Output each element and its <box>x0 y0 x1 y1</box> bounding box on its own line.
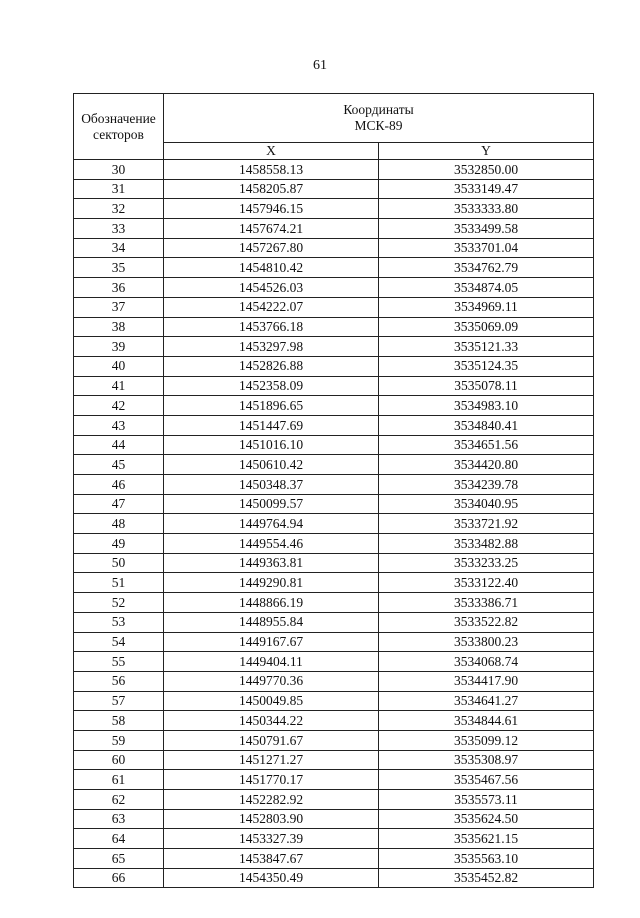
table-row <box>74 593 594 613</box>
sector-cell: 50 <box>74 553 164 573</box>
table-row <box>74 750 594 770</box>
table-row <box>74 435 594 455</box>
table-row <box>74 475 594 495</box>
x-cell: 1449290.81 <box>164 573 379 593</box>
y-cell: 3534874.05 <box>379 278 594 298</box>
table-row <box>74 160 594 180</box>
y-cell: 3535573.11 <box>379 790 594 810</box>
table-row <box>74 317 594 337</box>
sector-cell: 36 <box>74 278 164 298</box>
x-cell: 1457946.15 <box>164 199 379 219</box>
table-row <box>74 179 594 199</box>
table-row <box>74 849 594 869</box>
sector-cell: 43 <box>74 415 164 435</box>
table-body <box>74 160 594 888</box>
sector-cell: 51 <box>74 573 164 593</box>
x-cell: 1452282.92 <box>164 790 379 810</box>
sector-cell: 34 <box>74 238 164 258</box>
sector-cell: 54 <box>74 632 164 652</box>
sector-cell: 32 <box>74 199 164 219</box>
y-cell: 3535124.35 <box>379 356 594 376</box>
y-cell: 3534641.27 <box>379 691 594 711</box>
sector-cell: 52 <box>74 593 164 613</box>
sector-cell: 60 <box>74 750 164 770</box>
table-row <box>74 652 594 672</box>
table-row <box>74 238 594 258</box>
x-cell: 1453297.98 <box>164 337 379 357</box>
header-sector-line1: Обозначение <box>81 110 156 126</box>
table-row <box>74 376 594 396</box>
sector-cell: 64 <box>74 829 164 849</box>
sector-cell: 63 <box>74 809 164 829</box>
table-row <box>74 514 594 534</box>
table-row <box>74 691 594 711</box>
sector-cell: 65 <box>74 849 164 869</box>
table-row <box>74 396 594 416</box>
sector-cell: 66 <box>74 868 164 888</box>
table-row <box>74 790 594 810</box>
sector-cell: 48 <box>74 514 164 534</box>
table-row <box>74 356 594 376</box>
table-row <box>74 829 594 849</box>
sector-cell: 45 <box>74 455 164 475</box>
table-row <box>74 711 594 731</box>
x-cell: 1451770.17 <box>164 770 379 790</box>
y-cell: 3534969.11 <box>379 297 594 317</box>
y-cell: 3535452.82 <box>379 868 594 888</box>
sector-cell: 61 <box>74 770 164 790</box>
table-row <box>74 415 594 435</box>
y-cell: 3533721.92 <box>379 514 594 534</box>
header-sector-line2: секторов <box>93 126 144 142</box>
x-cell: 1457674.21 <box>164 219 379 239</box>
table-row <box>74 278 594 298</box>
y-cell: 3533122.40 <box>379 573 594 593</box>
y-cell: 3534417.90 <box>379 671 594 691</box>
header-coordinates <box>164 94 594 143</box>
x-cell: 1450099.57 <box>164 494 379 514</box>
sector-cell: 49 <box>74 534 164 554</box>
header-sector-designation <box>74 94 164 160</box>
header-y: Y <box>379 143 594 160</box>
y-cell: 3533701.04 <box>379 238 594 258</box>
x-cell: 1451016.10 <box>164 435 379 455</box>
sector-cell: 44 <box>74 435 164 455</box>
table-row <box>74 573 594 593</box>
x-cell: 1453847.67 <box>164 849 379 869</box>
sector-cell: 56 <box>74 671 164 691</box>
table-row <box>74 671 594 691</box>
sector-cell: 39 <box>74 337 164 357</box>
y-cell: 3534040.95 <box>379 494 594 514</box>
y-cell: 3535621.15 <box>379 829 594 849</box>
y-cell: 3533499.58 <box>379 219 594 239</box>
sector-cell: 42 <box>74 396 164 416</box>
table-row <box>74 632 594 652</box>
y-cell: 3535099.12 <box>379 730 594 750</box>
sector-cell: 31 <box>74 179 164 199</box>
y-cell: 3534983.10 <box>379 396 594 416</box>
header-coords-line1: Координаты <box>343 102 414 118</box>
y-cell: 3533149.47 <box>379 179 594 199</box>
y-cell: 3533482.88 <box>379 534 594 554</box>
table-row <box>74 297 594 317</box>
x-cell: 1450791.67 <box>164 730 379 750</box>
y-cell: 3535467.56 <box>379 770 594 790</box>
sector-cell: 40 <box>74 356 164 376</box>
table-row <box>74 730 594 750</box>
table-row <box>74 258 594 278</box>
table-row <box>74 770 594 790</box>
y-cell: 3534068.74 <box>379 652 594 672</box>
table-row <box>74 534 594 554</box>
y-cell: 3534762.79 <box>379 258 594 278</box>
sector-cell: 57 <box>74 691 164 711</box>
sector-cell: 30 <box>74 160 164 180</box>
y-cell: 3534840.41 <box>379 415 594 435</box>
sector-cell: 58 <box>74 711 164 731</box>
x-cell: 1454810.42 <box>164 258 379 278</box>
x-cell: 1450049.85 <box>164 691 379 711</box>
sector-cell: 62 <box>74 790 164 810</box>
x-cell: 1457267.80 <box>164 238 379 258</box>
sector-cell: 55 <box>74 652 164 672</box>
y-cell: 3533800.23 <box>379 632 594 652</box>
x-cell: 1458205.87 <box>164 179 379 199</box>
y-cell: 3535624.50 <box>379 809 594 829</box>
y-cell: 3533333.80 <box>379 199 594 219</box>
y-cell: 3534651.56 <box>379 435 594 455</box>
y-cell: 3534239.78 <box>379 475 594 495</box>
x-cell: 1450344.22 <box>164 711 379 731</box>
table-row <box>74 455 594 475</box>
sector-cell: 37 <box>74 297 164 317</box>
table-row <box>74 337 594 357</box>
x-cell: 1449770.36 <box>164 671 379 691</box>
y-cell: 3535078.11 <box>379 376 594 396</box>
coordinates-table <box>73 93 594 888</box>
x-cell: 1449554.46 <box>164 534 379 554</box>
x-cell: 1452358.09 <box>164 376 379 396</box>
x-cell: 1449404.11 <box>164 652 379 672</box>
y-cell: 3533522.82 <box>379 612 594 632</box>
y-cell: 3535069.09 <box>379 317 594 337</box>
header-coords-line2: МСК-89 <box>354 118 403 133</box>
x-cell: 1458558.13 <box>164 160 379 180</box>
sector-cell: 38 <box>74 317 164 337</box>
x-cell: 1454222.07 <box>164 297 379 317</box>
sector-cell: 53 <box>74 612 164 632</box>
sector-cell: 46 <box>74 475 164 495</box>
sector-cell: 33 <box>74 219 164 239</box>
page-number: 61 <box>313 58 327 73</box>
sector-cell: 47 <box>74 494 164 514</box>
sector-cell: 41 <box>74 376 164 396</box>
y-cell: 3532850.00 <box>379 160 594 180</box>
sector-cell: 59 <box>74 730 164 750</box>
sector-cell: 35 <box>74 258 164 278</box>
y-cell: 3533233.25 <box>379 553 594 573</box>
x-cell: 1451896.65 <box>164 396 379 416</box>
x-cell: 1449764.94 <box>164 514 379 534</box>
header-x: X <box>164 143 379 160</box>
x-cell: 1449167.67 <box>164 632 379 652</box>
y-cell: 3534420.80 <box>379 455 594 475</box>
x-cell: 1453327.39 <box>164 829 379 849</box>
table-row <box>74 868 594 888</box>
y-cell: 3533386.71 <box>379 593 594 613</box>
table-row <box>74 199 594 219</box>
x-cell: 1448955.84 <box>164 612 379 632</box>
x-cell: 1448866.19 <box>164 593 379 613</box>
y-cell: 3535308.97 <box>379 750 594 770</box>
x-cell: 1451447.69 <box>164 415 379 435</box>
y-cell: 3535563.10 <box>379 849 594 869</box>
table-row <box>74 612 594 632</box>
x-cell: 1453766.18 <box>164 317 379 337</box>
x-cell: 1451271.27 <box>164 750 379 770</box>
table-row <box>74 494 594 514</box>
table-row <box>74 219 594 239</box>
x-cell: 1454526.03 <box>164 278 379 298</box>
x-cell: 1452826.88 <box>164 356 379 376</box>
y-cell: 3534844.61 <box>379 711 594 731</box>
x-cell: 1454350.49 <box>164 868 379 888</box>
x-cell: 1450348.37 <box>164 475 379 495</box>
x-cell: 1449363.81 <box>164 553 379 573</box>
y-cell: 3535121.33 <box>379 337 594 357</box>
x-cell: 1450610.42 <box>164 455 379 475</box>
table-row <box>74 809 594 829</box>
x-cell: 1452803.90 <box>164 809 379 829</box>
table-row <box>74 553 594 573</box>
